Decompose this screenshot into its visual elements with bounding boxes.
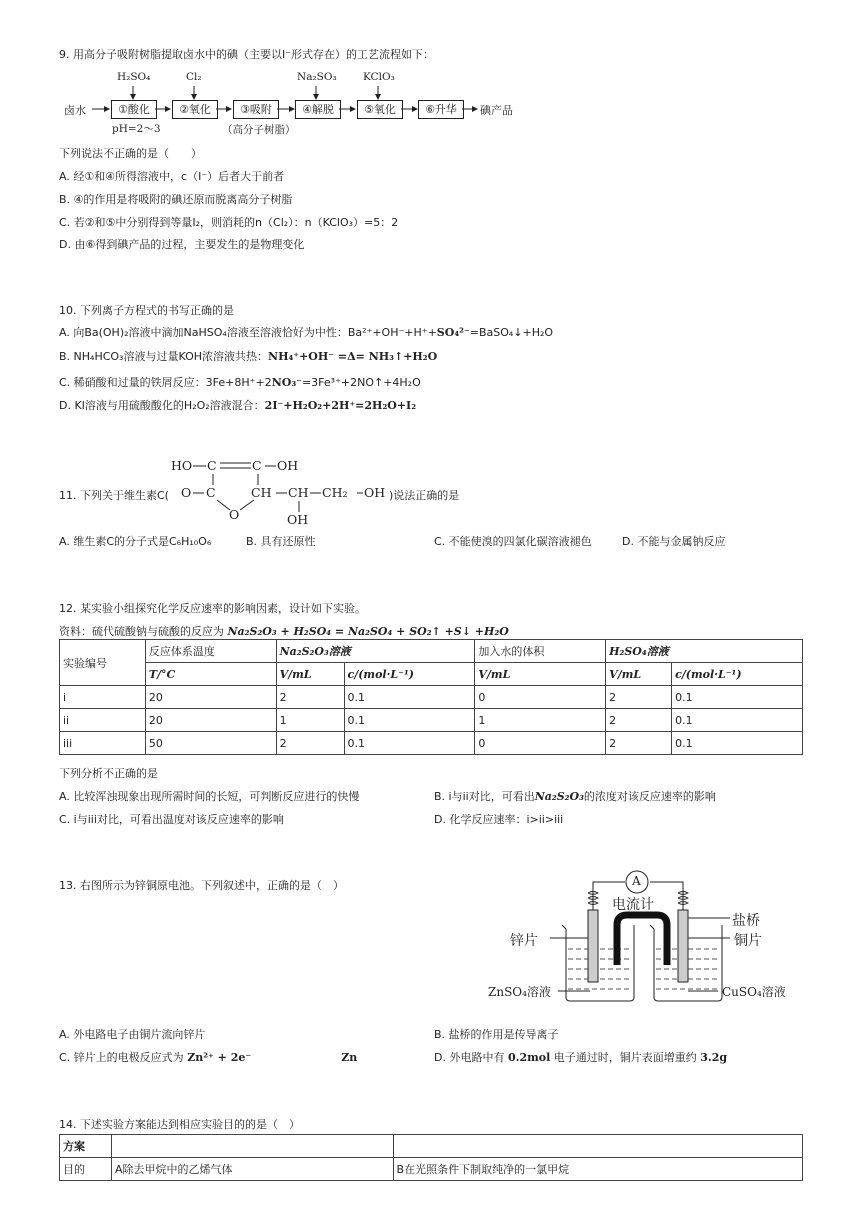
struct-o-left: O	[181, 485, 192, 500]
cell: 0	[475, 686, 606, 709]
cell: 0	[475, 732, 606, 755]
cell: 1	[475, 709, 606, 732]
copper-label: 铜片	[734, 933, 762, 949]
q13-option-b[interactable]: B. 盐桥的作用是传导离子	[434, 1028, 559, 1041]
q11-option-d[interactable]: D. 不能与金属钠反应	[622, 535, 726, 548]
reagent-h2so4: H₂SO₄	[117, 71, 151, 83]
cell: 0.1	[672, 732, 803, 755]
table-row	[60, 732, 803, 755]
zinc-label: 锌片	[510, 933, 538, 949]
th-h2so4: H₂SO₄溶液	[606, 640, 803, 663]
flow-step-3: ③吸附	[233, 100, 279, 119]
table-row	[60, 709, 803, 732]
th-na2s2o3: Na₂S₂O₃溶液	[276, 640, 475, 663]
q10-d-text: D. KI溶液与用硫酸酸化的H₂O₂溶液混合：	[59, 399, 265, 412]
flow-resin-note: （高分子树脂）	[222, 124, 296, 136]
q11-stem-pre: 11. 下列关于维生素C(	[59, 489, 169, 502]
struct-ch2-group: CH₂	[322, 485, 348, 500]
cell-plan-a	[111, 1135, 393, 1158]
q12-option-b[interactable]	[434, 788, 716, 804]
galvanometer-label: 电流计	[612, 897, 654, 913]
q12-b-tail: 的浓度对该反应速率的影响	[583, 790, 716, 803]
q10-d-eq: 2I⁻+H₂O₂+2H⁺=2H₂O+I₂	[264, 399, 417, 412]
q9-option-a[interactable]: A. 经①和④所得溶液中，c（I⁻）后者大于前者	[59, 170, 285, 183]
cell: 0.1	[344, 732, 475, 755]
q12-b-text: B. i与ii对比，可看出	[434, 790, 535, 803]
struct-oh2: OH	[364, 485, 386, 500]
flow-step-4: ④解脱	[295, 100, 341, 119]
struct-ho: HO	[171, 458, 193, 473]
q9-question: 下列说法不正确的是（ ）	[59, 147, 202, 160]
cell: 2	[276, 732, 344, 755]
cell-goal-b: B在光照条件下制取纯净的一氯甲烷	[393, 1158, 802, 1181]
structure-bonds	[0, 0, 867, 540]
q12-option-c[interactable]: C. i与iii对比，可看出温度对该反应速率的影响	[59, 813, 284, 826]
q13-option-d[interactable]	[434, 1049, 727, 1065]
q9-option-d[interactable]: D. 由⑥得到碘产品的过程，主要发生的是物理变化	[59, 238, 305, 251]
q13-c-prod: Zn	[341, 1051, 358, 1064]
cuso4-label: CuSO₄溶液	[722, 985, 786, 999]
q10-b-text: B. NH₄HCO₃溶液与过量KOH浓溶液共热：	[59, 350, 269, 363]
q14-stem: 14. 下述实验方案能达到相应实验目的的是（ ）	[59, 1118, 300, 1131]
q12-b-eq: Na₂S₂O₃	[534, 790, 584, 803]
table-row	[60, 1135, 803, 1158]
cell: 0.1	[672, 686, 803, 709]
q12-option-a[interactable]: A. 比较浑浊现象出现所需时间的长短，可判断反应进行的快慢	[59, 790, 360, 803]
q13-option-c[interactable]	[59, 1049, 357, 1065]
q12-material-text: 资料：硫代硫酸钠与硫酸的反应为	[59, 625, 224, 638]
th-unit-v2: V/mL	[475, 663, 606, 686]
struct-oh3: OH	[287, 512, 309, 527]
q12-equation: Na₂S₂O₃ + H₂SO₄ = Na₂SO₄ + SO₂↑ +S↓ +H₂O	[227, 625, 509, 638]
cell: i	[60, 686, 146, 709]
flow-step-1: ①酸化	[111, 100, 157, 119]
th-unit-t: T/°C	[145, 663, 276, 686]
q10-b-eq: NH₄⁺+OH⁻ =Δ= NH₃↑+H₂O	[268, 350, 438, 363]
q13-stem: 13. 右图所示为锌铜原电池。下列叙述中，正确的是（ ）	[59, 879, 344, 892]
flow-start: 卤水	[64, 104, 86, 117]
q12-option-d[interactable]: D. 化学反应速率：i>ii>iii	[434, 813, 564, 826]
znso4-label: ZnSO₄溶液	[488, 985, 551, 999]
table-header-row-2	[60, 663, 803, 686]
q13-option-a[interactable]: A. 外电路电子由铜片流向锌片	[59, 1028, 206, 1041]
q10-a-eq: SO₄²⁻	[436, 326, 470, 339]
th-unit-c1: c/(mol·L⁻¹)	[344, 663, 475, 686]
q10-stem: 10. 下列离子方程式的书写正确的是	[59, 304, 234, 317]
th-unit-v1: V/mL	[276, 663, 344, 686]
q13-c-text: C. 锌片上的电极反应式为	[59, 1051, 184, 1064]
q9-option-c[interactable]: C. 若②和⑤中分别得到等量I₂，则消耗的n（Cl₂）：n（KClO₃）=5：2	[59, 216, 399, 229]
q11-stem-post: )说法正确的是	[389, 489, 460, 502]
q11-option-c[interactable]: C. 不能使溴的四氯化碳溶液褪色	[434, 535, 592, 548]
flow-step-5: ⑤氧化	[357, 100, 403, 119]
flow-step-2: ②氧化	[172, 100, 218, 119]
q10-a-text: A. 向Ba(OH)₂溶液中滴加NaHSO₄溶液至溶液恰好为中性：Ba²⁺+OH⁻+H⁺+	[59, 326, 437, 339]
cell-goal-a: A除去甲烷中的乙烯气体	[111, 1158, 393, 1181]
q13-d-text: D. 外电路中有	[434, 1051, 505, 1064]
q12-stem: 12. 某实验小组探究化学反应速率的影响因素，设计如下实验。	[59, 602, 366, 615]
q14-table	[59, 1134, 803, 1181]
q13-d-mid: 电子通过时，铜片表面增重约	[553, 1051, 697, 1064]
struct-c1: C	[207, 458, 217, 473]
th-temp: 反应体系温度	[145, 640, 276, 663]
reagent-kclo3: KClO₃	[363, 71, 395, 83]
ammeter-label: A	[632, 874, 641, 888]
struct-c3: C	[206, 485, 216, 500]
q12-question: 下列分析不正确的是	[59, 767, 158, 780]
q13-d-mass: 3.2g	[700, 1051, 728, 1064]
struct-o-bottom: O	[229, 507, 240, 522]
th-water: 加入水的体积	[475, 640, 606, 663]
table-header-row-1	[60, 640, 803, 663]
struct-ch1: CH	[251, 485, 272, 500]
q11-option-b[interactable]: B. 具有还原性	[246, 535, 316, 548]
cell: 2	[606, 732, 672, 755]
salt-bridge-label: 盐桥	[732, 913, 760, 929]
cell: 20	[145, 709, 276, 732]
q11-option-a[interactable]: A. 维生素C的分子式是C₆H₁₀O₆	[59, 535, 212, 548]
cell: iii	[60, 732, 146, 755]
flow-ph-note: pH=2～3	[112, 123, 161, 135]
reagent-cl2: Cl₂	[186, 71, 202, 83]
table-row	[60, 1158, 803, 1181]
row-label-goal: 目的	[60, 1158, 112, 1181]
th-unit-v3: V/mL	[606, 663, 672, 686]
q9-option-b[interactable]: B. ④的作用是将吸附的碘还原而脱离高分子树脂	[59, 193, 293, 206]
cell: ii	[60, 709, 146, 732]
table-row	[60, 686, 803, 709]
th-unit-c2: c/(mol·L⁻¹)	[672, 663, 803, 686]
flow-end: 碘产品	[480, 104, 513, 117]
struct-oh1: OH	[277, 458, 299, 473]
cell: 2	[276, 686, 344, 709]
q10-c-tail: =3Fe³⁺+2NO↑+4H₂O	[301, 376, 421, 389]
cell: 0.1	[344, 686, 475, 709]
q10-c-text: C. 稀硝酸和过量的铁屑反应：3Fe+8H⁺+2	[59, 376, 272, 389]
q13-d-amount: 0.2mol	[507, 1051, 551, 1064]
th-exp-id: 实验编号	[60, 640, 146, 686]
cell: 2	[606, 709, 672, 732]
cell: 1	[276, 709, 344, 732]
struct-c2: C	[252, 458, 262, 473]
q12-material	[59, 623, 509, 639]
q9-stem: 9. 用高分子吸附树脂提取卤水中的碘（主要以I⁻形式存在）的工艺流程如下：	[59, 48, 435, 61]
cell: 0.1	[344, 709, 475, 732]
cell: 20	[145, 686, 276, 709]
row-label-plan: 方案	[60, 1135, 112, 1158]
cell-plan-b	[393, 1135, 802, 1158]
q10-a-tail: =BaSO₄↓+H₂O	[469, 326, 554, 339]
cell: 50	[145, 732, 276, 755]
struct-ch2: CH	[288, 485, 309, 500]
q10-c-eq: NO₃⁻	[271, 376, 302, 389]
q12-table	[59, 639, 803, 755]
cell: 0.1	[672, 709, 803, 732]
cell: 2	[606, 686, 672, 709]
flow-step-6: ⑥升华	[418, 100, 464, 119]
reagent-na2so3: Na₂SO₃	[297, 71, 337, 83]
q13-c-eq: Zn²⁺ + 2e⁻	[187, 1051, 252, 1064]
